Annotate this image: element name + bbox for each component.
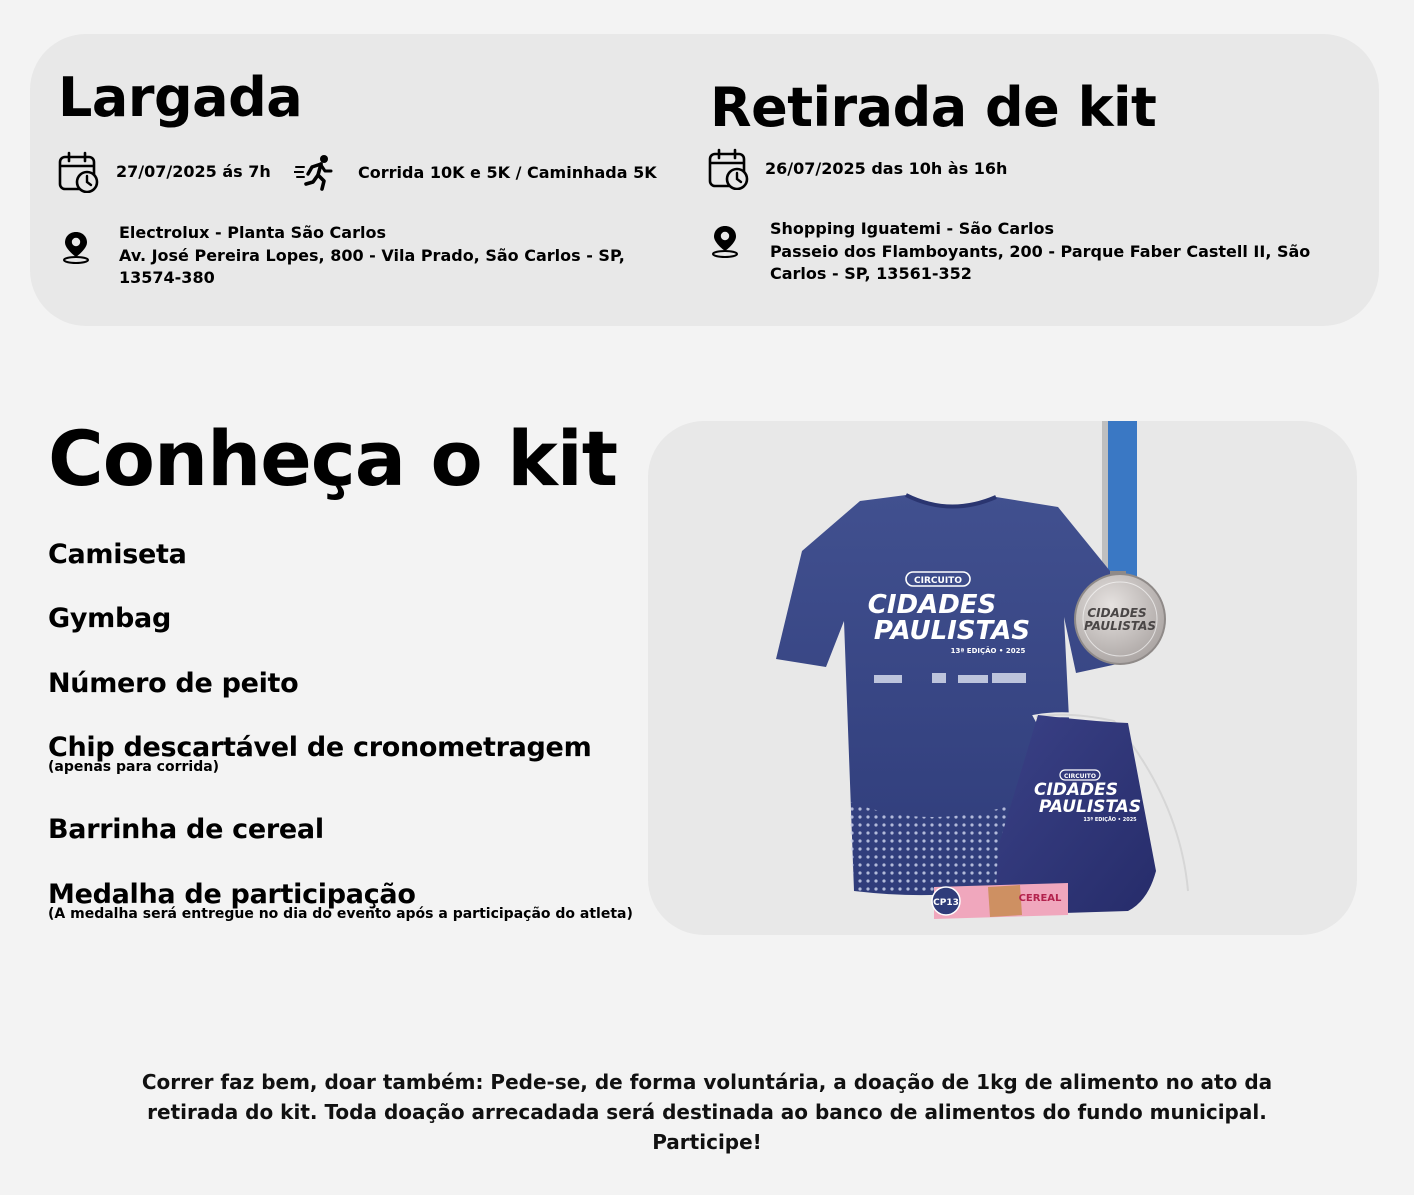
kit-item-label: Número de peito — [48, 668, 299, 699]
bag-line1: CIDADES — [1033, 780, 1119, 800]
retirada-location-text — [770, 218, 1350, 286]
calendar-clock-icon — [708, 148, 750, 190]
sponsor-logo — [932, 673, 946, 683]
ribbon-edge — [1102, 421, 1108, 581]
largada-modalities: Corrida 10K e 5K / Caminhada 5K — [358, 163, 657, 182]
cereal-bar — [932, 883, 1068, 919]
kit-item-label: Camiseta — [48, 539, 187, 570]
bag-edition: 13ª EDIÇÃO • 2025 — [1083, 817, 1137, 823]
retirada-location-name: Shopping Iguatemi - São Carlos — [770, 219, 1055, 238]
kit-item-chip — [48, 731, 591, 775]
kit-item-camiseta — [48, 538, 187, 572]
retirada-location-address: Passeio dos Flamboyants, 200 - Parque Faber Castell II, São Carlos - SP, 13561-352 — [770, 241, 1311, 283]
retirada-title: Retirada de kit — [710, 76, 1157, 139]
running-person-icon — [294, 154, 336, 192]
kit-item-gymbag — [48, 602, 171, 636]
kit-item-label: Gymbag — [48, 603, 171, 634]
kit-product-image — [648, 421, 1357, 935]
retirada-location-row — [710, 218, 1350, 286]
kit-item-medalha — [48, 878, 633, 922]
location-pin-icon — [62, 230, 90, 264]
donation-note: Correr faz bem, doar também: Pede-se, de forma voluntária, a doação de 1kg de alimento no ato da retirada do kit. Toda doação arrecadada será destinada ao banco de alimentos do fundo municipal. Participe! — [141, 1070, 1273, 1154]
largada-title: Largada — [58, 66, 303, 129]
largada-location-row — [58, 222, 639, 290]
sponsor-logo — [992, 673, 1026, 683]
bag-line2: PAULISTAS — [1038, 797, 1142, 817]
event-info-card — [30, 34, 1379, 326]
medal-line1: CIDADES — [1087, 606, 1147, 620]
calendar-clock-icon — [58, 151, 100, 193]
largada-location-text — [119, 222, 639, 290]
sponsor-logo — [958, 675, 988, 683]
shirt-tag: CIRCUITO — [914, 576, 962, 586]
retirada-date: 26/07/2025 das 10h às 16h — [765, 159, 1008, 178]
shirt-line1: CIDADES — [867, 590, 997, 620]
medal-ribbon — [1108, 421, 1137, 586]
sponsor-logo — [874, 675, 902, 683]
medal-line2: PAULISTAS — [1083, 619, 1157, 633]
kit-item-numero-peito — [48, 667, 298, 701]
kit-image-card — [648, 421, 1357, 935]
largada-date-row — [58, 151, 271, 193]
kit-item-barrinha — [48, 813, 324, 847]
shirt-line2: PAULISTAS — [873, 616, 1031, 646]
retirada-date-row — [708, 148, 1007, 190]
kit-item-note: (apenas para corrida) — [48, 759, 220, 775]
largada-location-address: Av. José Pereira Lopes, 800 - Vila Prado, São Carlos - SP, 13574-380 — [119, 245, 625, 287]
bag-tag: CIRCUITO — [1064, 773, 1096, 780]
bar-badge: CP13 — [933, 898, 959, 908]
largada-location-name: Electrolux - Planta São Carlos — [119, 223, 386, 242]
kit-item-note: (A medalha será entregue no dia do evento após a participação do atleta) — [48, 906, 633, 922]
largada-date: 27/07/2025 ás 7h — [116, 162, 271, 181]
kit-title: Conheça o kit — [48, 414, 618, 503]
kit-item-label: Barrinha de cereal — [48, 814, 324, 845]
location-pin-icon — [711, 224, 739, 258]
bar-label: CEREAL — [1018, 893, 1062, 904]
kit-item-label: Medalha de participação — [48, 879, 416, 910]
largada-modalities-row — [294, 154, 657, 192]
shirt-edition: 13ª EDIÇÃO • 2025 — [950, 647, 1026, 655]
kit-item-label: Chip descartável de cronometragem — [48, 732, 592, 763]
